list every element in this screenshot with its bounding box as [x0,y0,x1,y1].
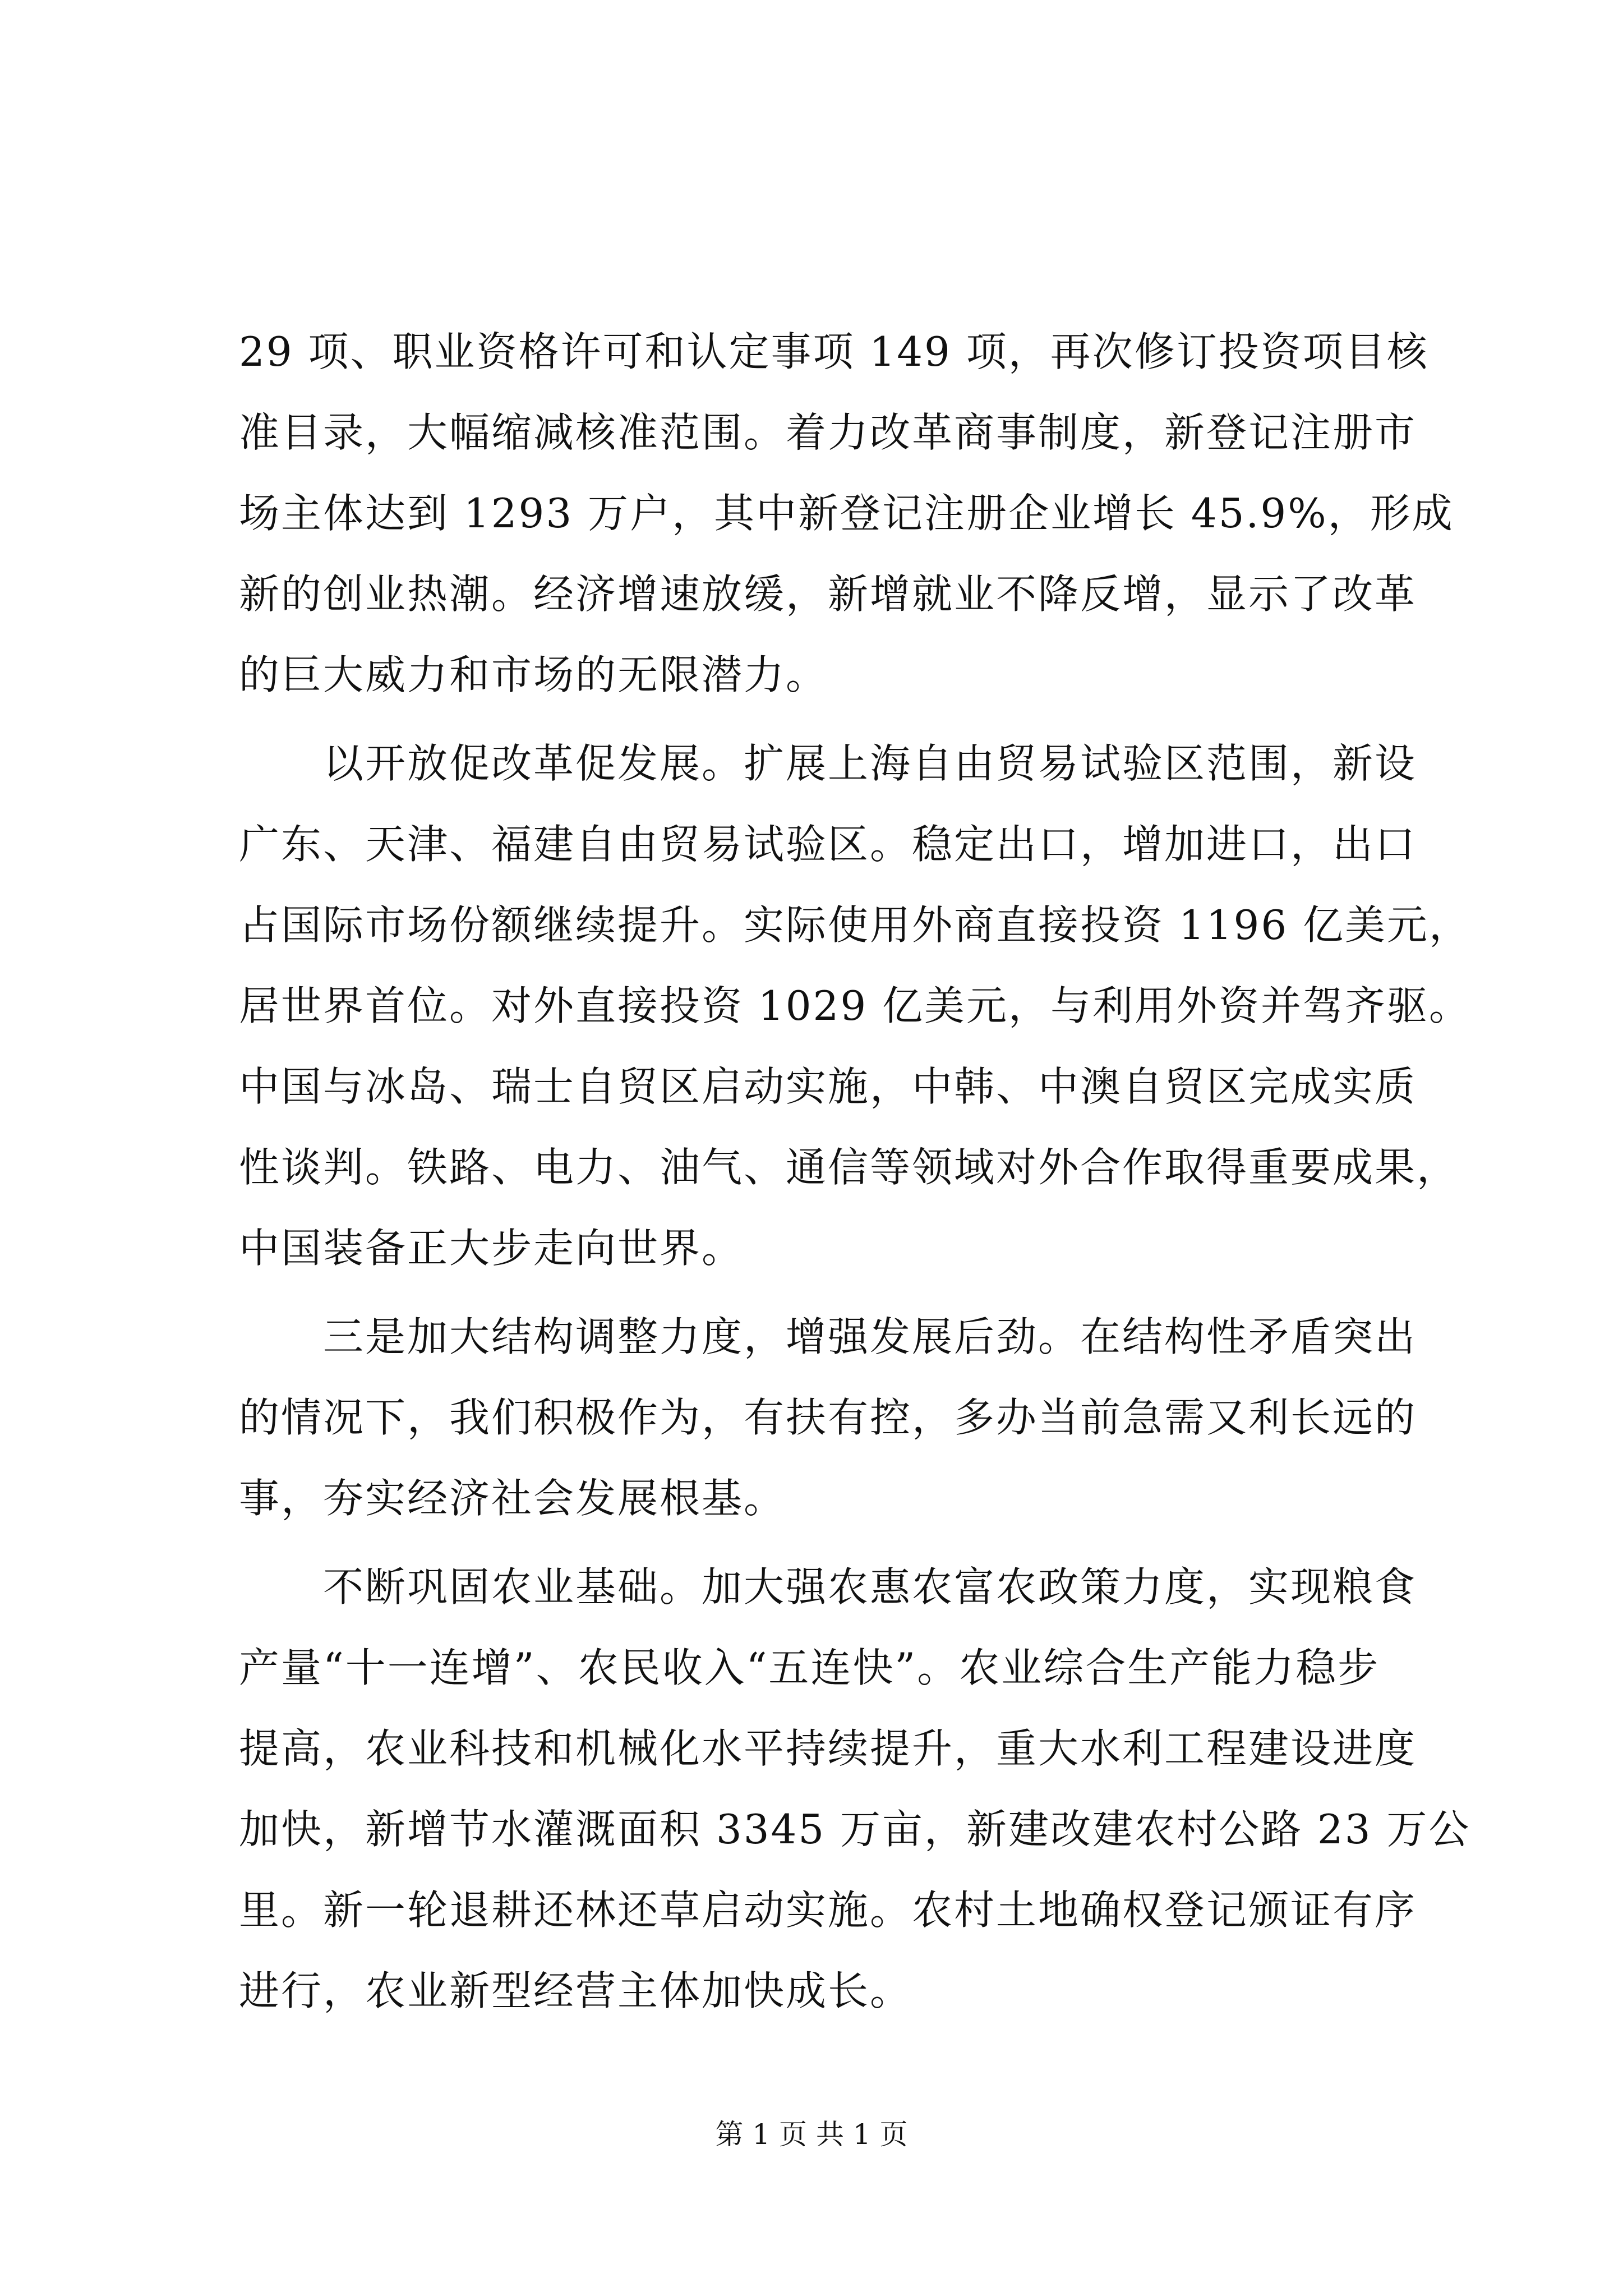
text-line: 加快，新增节水灌溉面积 3345 万亩，新建改建农村公路 23 万公 [239,1806,1471,1853]
text-line: 29 项、职业资格许可和认定事项 149 项，再次修订投资项目核 [239,328,1429,375]
text-line: 不断巩固农业基础。加大强农惠农富农政策力度，实现粮食 [239,1563,1417,1611]
text-line: 中国与冰岛、瑞士自贸区启动实施，中韩、中澳自贸区完成实质 [239,1063,1417,1110]
text-line: 广东、天津、福建自由贸易试验区。稳定出口，增加进口，出口 [239,821,1417,868]
text-line: 里。新一轮退耕还林还草启动实施。农村土地确权登记颁证有序 [239,1887,1417,1934]
text-line: 中国装备正大步走向世界。 [239,1225,744,1272]
text-line: 新的创业热潮。经济增速放缓，新增就业不降反增，显示了改革 [239,570,1417,618]
text-line: 三是加大结构调整力度，增强发展后劲。在结构性矛盾突出 [239,1313,1417,1360]
text-line: 进行，农业新型经营主体加快成长。 [239,1967,912,2014]
text-line: 产量“十一连增”、农民收入“五连快”。农业综合生产能力稳步 [239,1644,1380,1691]
text-line: 提高，农业科技和机械化水平持续提升，重大水利工程建设进度 [239,1725,1417,1772]
text-line: 准目录，大幅缩减核准范围。着力改革商事制度，新登记注册市 [239,409,1417,456]
page-number-footer: 第 1 页 共 1 页 [715,2118,908,2151]
text-line: 事，夯实经济社会发展根基。 [239,1475,786,1522]
text-line: 占国际市场份额继续提升。实际使用外商直接投资 1196 亿美元， [239,901,1472,949]
text-line: 的巨大威力和市场的无限潜力。 [239,651,828,698]
text-line: 场主体达到 1293 万户，其中新登记注册企业增长 45.9%，形成 [239,490,1454,537]
text-line: 性谈判。铁路、电力、油气、通信等领域对外合作取得重要成果， [239,1144,1459,1191]
text-line: 居世界首位。对外直接投资 1029 亿美元，与利用外资并驾齐驱。 [239,982,1472,1029]
text-line: 以开放促改革促发展。扩展上海自由贸易试验区范围，新设 [239,740,1417,787]
body-text [239,311,1472,2031]
text-line: 的情况下，我们积极作为，有扶有控，多办当前急需又利长远的 [239,1394,1417,1441]
